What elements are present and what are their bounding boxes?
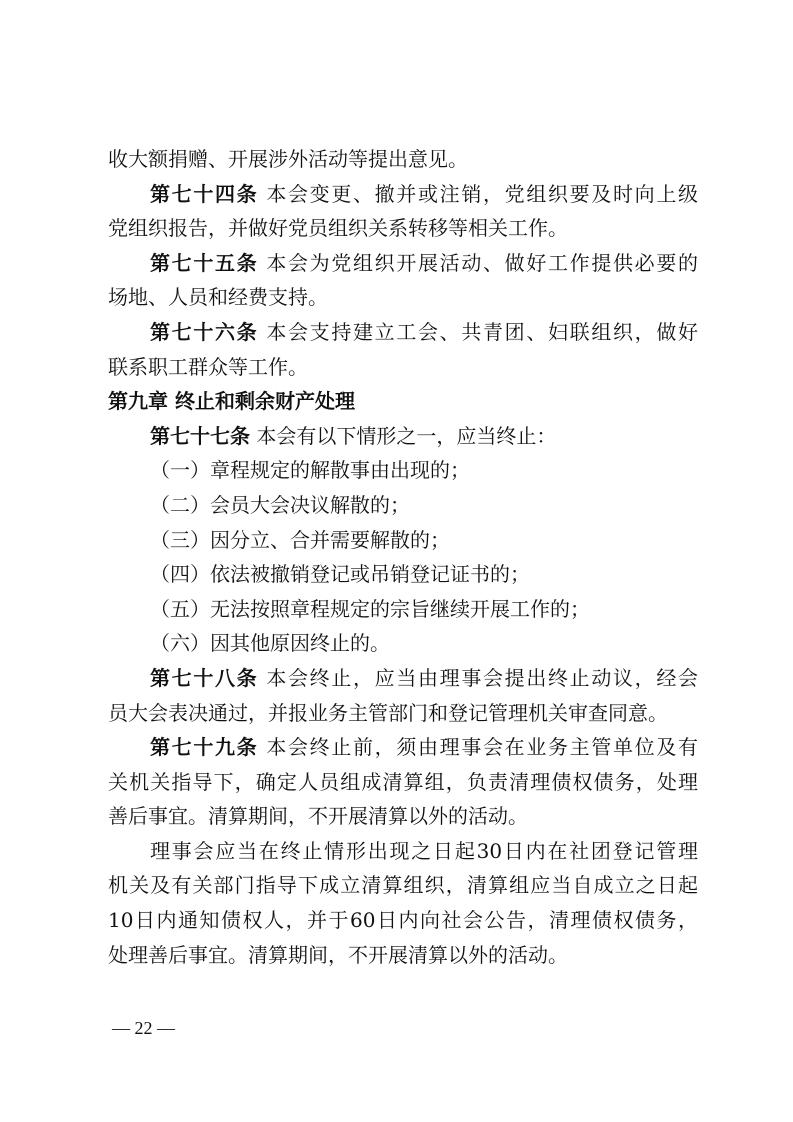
line-text: （一）章程规定的解散事由出现的； (150, 458, 470, 483)
line-text: 善后事宜。清算期间，不开展清算以外的活动。 (108, 804, 528, 829)
article-number: 第七十四条 (150, 181, 259, 206)
text-line (108, 350, 698, 385)
line-text: （二）会员大会决议解散的； (150, 492, 410, 517)
article-number: 第七十八条 (150, 665, 259, 690)
line-text: 第九章 终止和剩余财产处理 (108, 389, 355, 414)
text-line (108, 626, 698, 661)
text-line (108, 903, 698, 938)
text-line (108, 211, 698, 246)
text-line (108, 730, 698, 765)
line-text: 10日内通知债权人，并于60日内向社会公告，清理债权债务， (108, 908, 698, 933)
text-line (108, 799, 698, 834)
body-text (108, 142, 698, 972)
text-line (108, 419, 698, 454)
line-text: 本会为党组织开展活动、做好工作提供必要的 (258, 250, 698, 275)
line-text: （六）因其他原因终止的。 (150, 631, 390, 656)
line-text: 本会终止，应当由理事会提出终止动议，经会 (258, 665, 698, 690)
text-line (108, 696, 698, 731)
line-text: 本会变更、撤并或注销，党组织要及时向上级 (258, 181, 698, 206)
line-text: 联系职工群众等工作。 (108, 354, 308, 379)
chapter-heading (108, 384, 698, 419)
page-number: — 22 — (112, 1018, 175, 1038)
text-line (108, 557, 698, 592)
article-number: 第七十九条 (150, 735, 259, 760)
line-text: 机关及有关部门指导下成立清算组织，清算组应当自成立之日起 (108, 873, 698, 898)
text-line (108, 765, 698, 800)
line-text: 员大会表决通过，并报业务主管部门和登记管理机关审查同意。 (108, 700, 668, 725)
text-line (108, 868, 698, 903)
text-line (108, 938, 698, 973)
text-line (108, 834, 698, 869)
text-line (108, 453, 698, 488)
text-line (108, 661, 698, 696)
line-text: （三）因分立、合并需要解散的； (150, 527, 450, 552)
line-text: 本会终止前，须由理事会在业务主管单位及有 (258, 735, 698, 760)
article-number: 第七十五条 (150, 250, 259, 275)
text-line (108, 523, 698, 558)
text-line (108, 246, 698, 281)
line-text: 处理善后事宜。清算期间，不开展清算以外的活动。 (108, 942, 568, 967)
line-text: 本会有以下情形之一，应当终止： (250, 423, 557, 448)
article-number: 第七十七条 (150, 423, 250, 448)
line-text: 理事会应当在终止情形出现之日起30日内在社团登记管理 (150, 838, 698, 863)
line-text: 场地、人员和经费支持。 (108, 285, 328, 310)
line-text: 本会支持建立工会、共青团、妇联组织，做好 (258, 319, 698, 344)
line-text: 党组织报告，并做好党员组织关系转移等相关工作。 (108, 216, 568, 241)
text-line (108, 315, 698, 350)
line-text: （五）无法按照章程规定的宗旨继续开展工作的； (150, 596, 590, 621)
line-text: （四）依法被撤销登记或吊销登记证书的； (150, 562, 530, 587)
line-text: 收大额捐赠、开展涉外活动等提出意见。 (108, 147, 468, 171)
text-line (108, 177, 698, 212)
text-line (108, 488, 698, 523)
line-text: 关机关指导下，确定人员组成清算组，负责清理债权债务，处理 (108, 769, 698, 794)
article-number: 第七十六条 (150, 319, 259, 344)
text-line (108, 142, 698, 177)
text-line (108, 592, 698, 627)
text-line (108, 280, 698, 315)
